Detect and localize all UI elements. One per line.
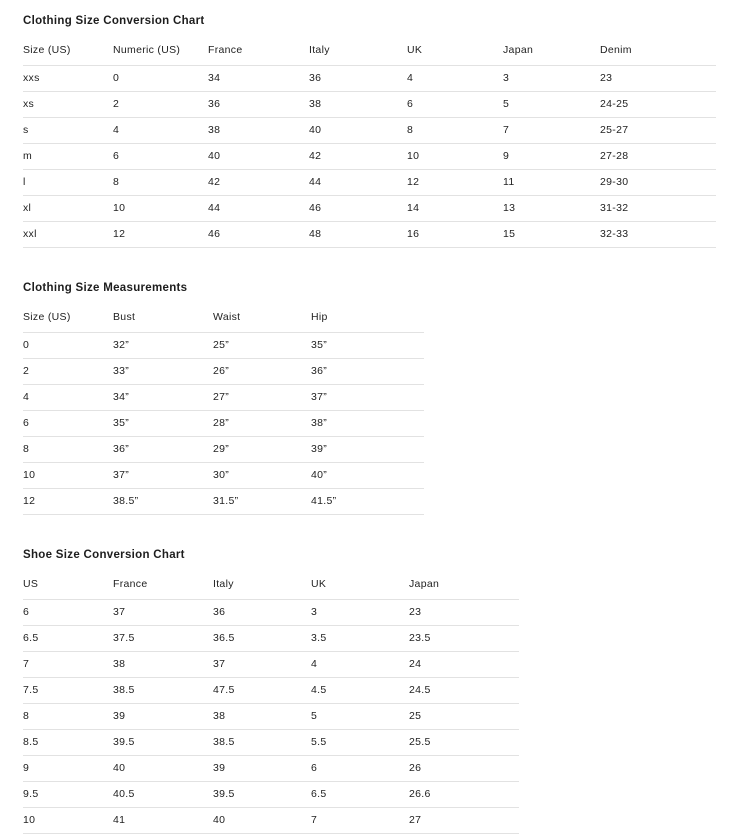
table-cell: 4.5 [311,678,409,704]
column-header: Size (US) [23,295,113,333]
table-cell: 10 [113,196,208,222]
table-cell: 48 [309,222,407,248]
table-cell: 23 [600,66,716,92]
table-cell: 42 [309,144,407,170]
header-row [23,295,424,333]
column-header: Japan [409,562,519,600]
table-cell: 14 [407,196,503,222]
table-cell: 2 [113,92,208,118]
column-header: Denim [600,28,716,66]
table-cell: 39 [213,756,311,782]
table-cell: 35” [113,411,213,437]
table-cell: 37 [213,652,311,678]
table-cell: 12 [113,222,208,248]
table-cell: 33” [113,359,213,385]
table-row [23,652,519,678]
table-cell: 37 [113,600,213,626]
table-cell: 5 [503,92,600,118]
table-cell: 23.5 [409,626,519,652]
table-cell: 40 [213,808,311,834]
table-cell: 32” [113,333,213,359]
table-row [23,385,424,411]
table-cell: 36” [311,359,424,385]
table-cell: 35” [311,333,424,359]
table-cell: 34 [208,66,309,92]
table-cell: 46 [208,222,309,248]
table-row [23,118,716,144]
table-cell: 12 [407,170,503,196]
table-row [23,600,519,626]
table-cell: 16 [407,222,503,248]
table-row [23,333,424,359]
table-cell: 28” [213,411,311,437]
table-cell: xs [23,92,113,118]
header-row [23,28,716,66]
table-cell: 8.5 [23,730,113,756]
table-row [23,626,519,652]
table-cell: 4 [311,652,409,678]
table-cell: 39.5 [213,782,311,808]
table-cell: 38.5” [113,489,213,515]
table-cell: 6.5 [23,626,113,652]
table-cell: 6 [113,144,208,170]
table-cell: 10 [23,463,113,489]
table-cell: 46 [309,196,407,222]
table-cell: 3.5 [311,626,409,652]
table-cell: 24.5 [409,678,519,704]
table-cell: 11 [503,170,600,196]
table-row [23,196,716,222]
table-row [23,359,424,385]
table-cell: 32-33 [600,222,716,248]
table-cell: 8 [407,118,503,144]
section-title: Clothing Size Measurements [23,282,188,294]
table-row [23,144,716,170]
table-cell: 0 [23,333,113,359]
table-cell: 36” [113,437,213,463]
table-cell: 7.5 [23,678,113,704]
table-cell: 47.5 [213,678,311,704]
table-cell: 3 [503,66,600,92]
table-cell: 7 [311,808,409,834]
table-cell: 44 [309,170,407,196]
column-header: Italy [213,562,311,600]
table-cell: 25-27 [600,118,716,144]
table-row [23,411,424,437]
table-cell: 13 [503,196,600,222]
section-shoe-size-conversion [23,548,716,834]
table-cell: 38 [213,704,311,730]
table-cell: 4 [23,385,113,411]
table-cell: 9 [503,144,600,170]
table-cell: 25.5 [409,730,519,756]
table-cell: 27 [409,808,519,834]
table-cell: 6 [23,411,113,437]
table-cell: 9.5 [23,782,113,808]
table-cell: 9 [23,756,113,782]
table-cell: 41.5” [311,489,424,515]
shoe-size-conversion-table [23,562,519,834]
table-cell: 10 [23,808,113,834]
table-cell: 23 [409,600,519,626]
table-cell: 37” [113,463,213,489]
size-charts-page [23,14,716,834]
table-cell: 27” [213,385,311,411]
table-cell: 38 [208,118,309,144]
table-cell: 36 [208,92,309,118]
table-row [23,678,519,704]
table-cell: 40 [309,118,407,144]
table-cell: 27-28 [600,144,716,170]
table-row [23,782,519,808]
table-row [23,704,519,730]
table-cell: 36 [213,600,311,626]
column-header: France [208,28,309,66]
table-row [23,170,716,196]
table-cell: 42 [208,170,309,196]
table-cell: 6 [311,756,409,782]
table-cell: 40” [311,463,424,489]
table-cell: 24 [409,652,519,678]
table-cell: 26.6 [409,782,519,808]
column-header: Waist [213,295,311,333]
table-cell: 6 [23,600,113,626]
table-row [23,756,519,782]
section-title: Shoe Size Conversion Chart [23,549,185,561]
table-cell: 38 [309,92,407,118]
table-cell: 2 [23,359,113,385]
table-cell: 3 [311,600,409,626]
table-cell: 36.5 [213,626,311,652]
table-cell: 40.5 [113,782,213,808]
table-cell: 12 [23,489,113,515]
table-cell: 29” [213,437,311,463]
table-cell: 44 [208,196,309,222]
table-cell: 37.5 [113,626,213,652]
column-header: Bust [113,295,213,333]
table-row [23,437,424,463]
table-cell: s [23,118,113,144]
section-clothing-size-measurements [23,281,716,515]
table-cell: 31-32 [600,196,716,222]
table-cell: 8 [113,170,208,196]
column-header: Hip [311,295,424,333]
table-cell: 15 [503,222,600,248]
table-cell: l [23,170,113,196]
column-header: Japan [503,28,600,66]
table-cell: 10 [407,144,503,170]
table-cell: 6 [407,92,503,118]
table-cell: 39” [311,437,424,463]
table-cell: 41 [113,808,213,834]
column-header: Size (US) [23,28,113,66]
section-title: Clothing Size Conversion Chart [23,15,205,27]
column-header: US [23,562,113,600]
table-row [23,730,519,756]
table-cell: 25” [213,333,311,359]
clothing-size-measurements-table [23,295,424,515]
table-cell: 40 [113,756,213,782]
table-row [23,808,519,834]
table-row [23,222,716,248]
table-row [23,463,424,489]
table-row [23,92,716,118]
table-cell: xxs [23,66,113,92]
table-row [23,489,424,515]
table-cell: 6.5 [311,782,409,808]
table-cell: 34” [113,385,213,411]
table-cell: 4 [407,66,503,92]
table-cell: 38.5 [113,678,213,704]
table-cell: 5.5 [311,730,409,756]
table-cell: 39.5 [113,730,213,756]
table-cell: 39 [113,704,213,730]
column-header: France [113,562,213,600]
header-row [23,562,519,600]
table-cell: 7 [503,118,600,144]
clothing-size-conversion-table [23,28,716,248]
column-header: UK [407,28,503,66]
table-cell: 40 [208,144,309,170]
table-cell: 29-30 [600,170,716,196]
table-cell: 38 [113,652,213,678]
table-cell: 4 [113,118,208,144]
table-cell: 38” [311,411,424,437]
column-header: Italy [309,28,407,66]
table-cell: 5 [311,704,409,730]
table-cell: m [23,144,113,170]
table-cell: 26” [213,359,311,385]
table-cell: 7 [23,652,113,678]
table-cell: xl [23,196,113,222]
table-cell: 8 [23,704,113,730]
table-cell: 8 [23,437,113,463]
table-cell: 24-25 [600,92,716,118]
table-cell: xxl [23,222,113,248]
table-cell: 30” [213,463,311,489]
table-cell: 37” [311,385,424,411]
table-cell: 31.5” [213,489,311,515]
table-cell: 26 [409,756,519,782]
column-header: Numeric (US) [113,28,208,66]
table-cell: 25 [409,704,519,730]
column-header: UK [311,562,409,600]
section-clothing-size-conversion [23,14,716,248]
table-row [23,66,716,92]
table-cell: 36 [309,66,407,92]
table-cell: 0 [113,66,208,92]
table-cell: 38.5 [213,730,311,756]
